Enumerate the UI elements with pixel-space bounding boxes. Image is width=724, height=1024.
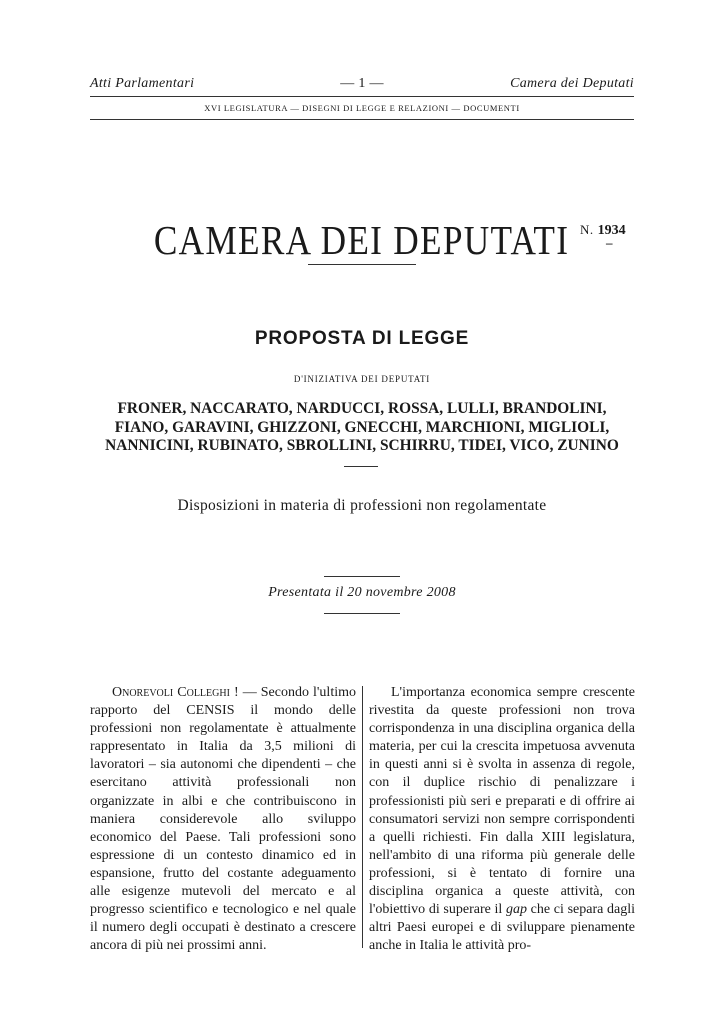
header-right: Camera dei Deputati (510, 76, 634, 91)
deputies-list (96, 400, 628, 456)
presented-rule-top (324, 576, 400, 577)
running-head (90, 76, 634, 96)
right-text-after: che ci separa dagli altri Paesi europei e di sviluppare pienamente anche in Italia le attività pro- (369, 902, 635, 954)
chamber-title: CAMERA DEI DEPUTATI (154, 217, 570, 263)
document-number (580, 222, 626, 250)
deputies-line: FIANO, GARAVINI, GHIZZONI, GNECCHI, MARCHIONI, MIGLIOLI, (114, 418, 610, 436)
title-rule (308, 264, 416, 265)
initiative-line: D'INIZIATIVA DEI DEPUTATI (293, 374, 431, 384)
column-divider (362, 686, 363, 948)
number-label: N. (580, 222, 594, 237)
number-value: 1934 (597, 223, 626, 238)
header-rule-top (90, 96, 634, 97)
body-column-right (369, 684, 635, 955)
page-number: — 1 — (340, 76, 384, 91)
body-column-left (90, 684, 356, 955)
header-rule-bottom (90, 119, 634, 120)
body-paragraph (369, 684, 635, 955)
presentation-date: Presentata il 20 novembre 2008 (268, 585, 456, 600)
left-text: — Secondo l'ultimo rapporto del CENSIS il mondo delle professioni non regolamentate è attualmente rappresentato in Italia da 3,5 milioni di lavoratori – sia autonomi che dipendenti – che esercitano attività professionali non organizzate in albi e che contribuiscono in maniera considerevole allo sviluppo economico del Paese. Tali professioni sono espressione di un contesto dinamico ed in espansione, frutto del costante adeguamento alle esigenze mutevoli del mercato e al progresso scientifico e tecnologico e nel quale il numero degli occupati è destinato a crescere ancora di più nei prossimi anni. (90, 685, 356, 954)
right-text-before: L'importanza economica sempre crescente rivestita da queste professioni non trova corrispondenza in una disciplina organica della materia, per cui la crescita impetuosa avvenuta in questi anni si è svolta in assenza di regole, con il duplice rischio di penalizzare i professionisti più seri e preparati e di offrire ai consumatori servizi non sempre corrispondenti a quelli richiesti. Fin dalla XIII legislatura, nell'ambito di una riforma più generale delle professioni, si è tentato di fornire una disciplina organica a queste attività, con l'obiettivo di superare il (369, 685, 635, 918)
right-text-italic: gap (506, 902, 527, 918)
number-dash: – (606, 235, 613, 250)
legislature-subtitle: XVI LEGISLATURA — DISEGNI DI LEGGE E RELAZIONI — DOCUMENTI (204, 103, 520, 113)
header-left: Atti Parlamentari (90, 76, 195, 91)
body-paragraph (90, 684, 356, 955)
deputies-line: FRONER, NACCARATO, NARDUCCI, ROSSA, LULLI, BRANDOLINI, (117, 400, 607, 417)
bill-subject: Disposizioni in materia di professioni non regolamentate (177, 497, 547, 514)
salutation: Onorevoli Colleghi ! (112, 685, 239, 700)
presented-rule-bottom (324, 613, 400, 614)
deputies-rule (344, 466, 378, 467)
bill-heading: PROPOSTA DI LEGGE (254, 328, 470, 349)
deputies-line: NANNICINI, RUBINATO, SBROLLINI, SCHIRRU, TIDEI, VICO, ZUNINO (105, 437, 619, 454)
